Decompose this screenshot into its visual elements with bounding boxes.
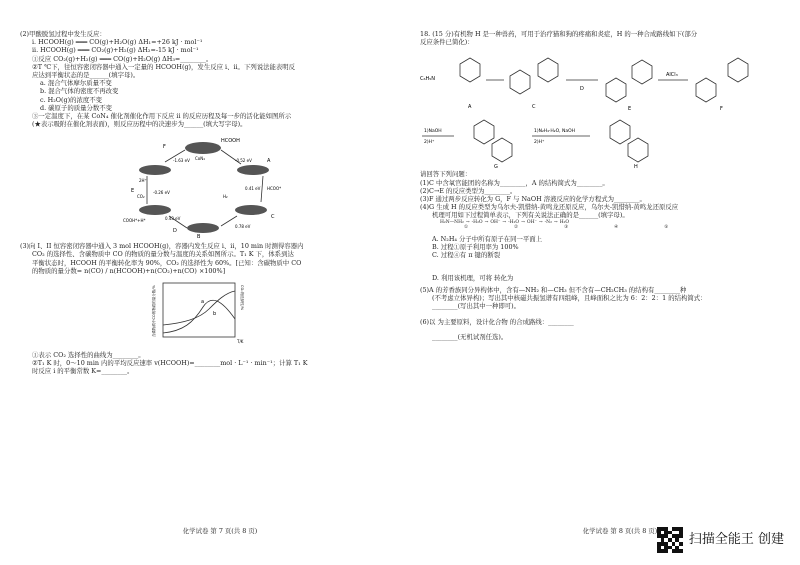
step-number: ④	[614, 225, 619, 231]
energy-label: -1.63 eV	[173, 158, 190, 164]
reagent-label: AlCl₃	[666, 72, 678, 79]
text-line: ②T₁ K 时，0～10 min 内的平均反应速率 v(HCOOH)=________mol · L⁻¹ · min⁻¹；计算 T₁ K	[32, 359, 308, 368]
compound-label: E	[628, 106, 632, 113]
option: a. 混合气体摩尔质量不变	[40, 79, 112, 88]
label-c: C	[271, 214, 275, 221]
y-axis-label-left: 含碳物质中CO的物质的量分数/%	[152, 285, 156, 337]
catalyst-sheet	[139, 205, 171, 215]
q17-part3	[20, 242, 386, 275]
ring-f2	[728, 58, 748, 82]
plot-frame	[163, 283, 235, 337]
energy-label: 0.43 eV	[165, 216, 181, 222]
ring-h2	[628, 138, 648, 162]
page-8	[400, 0, 800, 565]
option: b. 混合气体的密度不再改变	[40, 87, 119, 96]
curve-label: b	[213, 311, 217, 317]
text-line: ①表示 CO₂ 选择性的曲线为________。	[32, 351, 145, 359]
mech-step: H₂N—NH₂	[440, 219, 464, 225]
y-axis-label-right: CO₂的选择性/%	[240, 285, 244, 311]
species-label: H₂	[223, 194, 228, 200]
qr-code-icon	[657, 527, 683, 553]
option: A. N₂H₄ 分子中所有原子在同一平面上	[432, 235, 543, 243]
mech-step: -H₂O	[471, 219, 483, 225]
text-line: (3)向 I、II 恒容密闭容器中通入 3 mol HCOOH(g)，容器内发生反应 i、ii，10 min 时测得容器内	[20, 242, 304, 251]
energy-label: -0.52 eV	[235, 158, 252, 164]
ring-h1	[610, 120, 630, 144]
mech-step: H₂O	[559, 219, 570, 225]
brand-text: 扫描全能王 创建	[688, 531, 784, 547]
text-line: ①反应 CO₂(g)+H₂(g) ═══ CO(g)+H₂O(g) ΔH₃=________。	[32, 54, 213, 63]
selectivity-graph	[143, 279, 263, 349]
mechanism-step-numbers	[464, 225, 788, 231]
text-line: 18. (15 分)有机物 H 是一种兽药，可用于治疗猫和狗的疼痛和炎症，H 的一种合成路线如下(部分	[420, 30, 698, 38]
catalyst-sheet	[185, 142, 221, 154]
option: d. 碳原子的质量分数不变	[40, 103, 113, 112]
text-line: 应达到平衡状态的是______(填字母)。	[32, 70, 140, 79]
option: c. H₂O(g)的浓度不变	[40, 95, 103, 104]
reduction-mechanism: H₂N—NH₂ → -H₂O → OH⁻ → -H₂O → OH⁻ → -N₂ → H₂O	[440, 219, 570, 225]
text-line: ii. HCOOH(g) ═══ CO₂(g)+H₂(g) ΔH₂=-15 kJ · mol⁻¹	[32, 46, 199, 55]
species-label: CO₂	[137, 194, 145, 200]
label-a: A	[267, 158, 271, 165]
q18-questions-cont	[420, 286, 788, 341]
mech-step: OH⁻	[526, 219, 537, 225]
step-number: ③	[564, 225, 569, 231]
ring-c1	[510, 70, 530, 94]
energy-label: 0.78 eV	[235, 224, 251, 230]
text-line: 的物质的量分数= n(CO) / n(HCOOH)+n(CO₂)+n(CO) ×100%]	[32, 266, 226, 275]
route2-svg	[420, 116, 780, 168]
mech-step: -H₂O	[508, 219, 520, 225]
compound-label: C	[532, 104, 536, 111]
curve-label: a	[201, 299, 205, 305]
text-line: (5)A 的芳香族同分异构体中，含有—NH₂ 和—CH₃ 但不含有—CH₂CH₃ 的结构有________种	[420, 285, 687, 294]
text-line: 请回答下列问题：	[420, 170, 472, 179]
text-line: 平衡状态时，HCOOH 的平衡转化率为 90%，CO₂ 的选择性为 60%。[已知：含碳物质中 CO	[32, 258, 302, 267]
species-label: CoN₄	[195, 156, 205, 162]
catalyst-sheet	[235, 205, 267, 215]
option: C. 过程④有 π 键的断裂	[432, 251, 501, 260]
ring-a	[460, 58, 480, 82]
step-number: ②	[514, 225, 519, 231]
species-label: COOH*+H*	[123, 218, 146, 224]
text-line: 时反应 i 的平衡常数 K=________。	[32, 367, 134, 376]
compound-label: F	[720, 106, 723, 113]
text-line: ________(无机试剂任选)。	[432, 332, 508, 341]
species-label: 2H⁺	[139, 178, 147, 184]
text-line: ②T ℃下，往恒容密闭容器中通入一定量的 HCOOH(g)，发生反应 i、ii。下列说法能表明反	[32, 62, 296, 71]
reagent-label: 1)NaOH	[424, 129, 442, 135]
scanner-watermark	[657, 527, 784, 553]
q18-intro	[420, 30, 788, 46]
text-line: 反应条件已简化)：	[420, 38, 474, 47]
text-line: (不考虑立体异构)；写出其中核磁共振氢谱有四组峰，且峰面积之比为 6：2：2：1 的结构简式：	[432, 293, 707, 302]
text-line: 机理可用如下过程简单表示，下列有关说法正确的是______(填字母)。	[432, 211, 629, 220]
ring-e2	[632, 60, 652, 84]
reagent-label: 2)H⁺	[534, 140, 545, 146]
route1-svg	[420, 50, 780, 112]
catalyst-sheet	[187, 223, 219, 233]
text-line: ③一定温度下，在某 CoN₄ 催化剂催化作用下反应 ii 的反应历程及每一步的活化能如图所示	[32, 111, 292, 120]
text-line: i. HCOOH(g) ═══ CO(g)+H₂O(g) ΔH₁=+26 kJ · mol⁻¹	[32, 38, 203, 47]
synthesis-route-row1	[420, 50, 780, 112]
catalyst-sheet	[237, 165, 269, 175]
catalytic-cycle-figure	[103, 132, 303, 240]
energy-label: 0.41 eV	[245, 186, 261, 192]
q18-options	[420, 235, 788, 282]
step-number: ⑤	[664, 225, 669, 231]
label-f: F	[163, 144, 166, 151]
catalyst-sheet	[139, 165, 171, 175]
q17-part2	[20, 30, 386, 128]
option: B. 过程①原子利用率为 100%	[432, 243, 519, 252]
mech-step: OH⁻	[490, 219, 501, 225]
spacer	[420, 260, 788, 274]
catalytic-cycle-svg	[103, 132, 303, 240]
ring-f1	[696, 78, 716, 102]
ring-g1	[474, 120, 494, 144]
text-line: (2)C→E 的反应类型为________。	[420, 186, 517, 195]
compound-label: H	[634, 164, 638, 169]
page-footer: 化学试卷 第 8 页(共 8 页)	[582, 526, 658, 535]
text-line: (4)G 生成 H 的反应类型为乌尔夫-凯惜纳-黄鸣龙还原反应，乌尔夫-凯惜纳-黄鸣龙还原反应	[420, 203, 679, 212]
ring-g2	[492, 138, 512, 162]
spacer	[420, 310, 788, 318]
ring-e1	[606, 78, 626, 102]
label-e: E	[131, 188, 135, 195]
option: D. 利用该机理，可将 转化为	[432, 273, 514, 282]
x-axis-label: T/K	[237, 339, 244, 344]
page-footer: 化学试卷 第 7 页(共 8 页)	[182, 526, 258, 535]
synthesis-route-row2	[420, 116, 780, 168]
label-d: D	[173, 228, 177, 235]
q17-part3-questions	[20, 351, 386, 376]
curve-b	[163, 291, 235, 325]
formula-label: C₆H₅N	[420, 76, 435, 83]
compound-label: D	[580, 86, 584, 93]
text-line: ________(写出其中一种即可)。	[432, 302, 521, 311]
species-label: HCOO*	[267, 186, 282, 192]
compound-label: G	[494, 164, 498, 169]
q18-questions	[420, 170, 788, 219]
ring-c2	[538, 58, 558, 82]
compound-label: A	[468, 104, 472, 111]
text-line: (2)甲酸脱氢过程中发生反应：	[20, 30, 106, 38]
text-line: (6)以 为主要原料，设计化合物 的合成路线：________	[420, 318, 574, 327]
text-line: (1)C 中含氧官能团的名称为________，A 的结构简式为________。	[420, 178, 609, 187]
text-line: (★表示吸附在催化剂表面)，则反应历程中的决速步为______(填大写字母)。	[32, 120, 247, 129]
selectivity-graph-svg	[143, 279, 263, 349]
reagent-label: 1)N₂H₄·H₂O, NaOH	[534, 129, 576, 135]
label-b: B	[197, 234, 201, 241]
reagent-label: 2)H⁺	[424, 140, 435, 146]
energy-label: -0.26 eV	[153, 190, 170, 196]
label-hcooh: HCOOH	[221, 138, 240, 145]
text-line: CO₂ 的选择性、含碳物质中 CO 的物质的量分数与温度的关系如图所示。T₁ K 下，体系到达	[32, 250, 294, 259]
mech-step: -N₂	[544, 219, 552, 225]
curve-a	[163, 300, 235, 333]
step-number: ①	[464, 225, 469, 231]
text-line: (3)F 通过两步反应转化为 G，F 与 NaOH 溶液反应的化学方程式为________。	[420, 194, 646, 203]
